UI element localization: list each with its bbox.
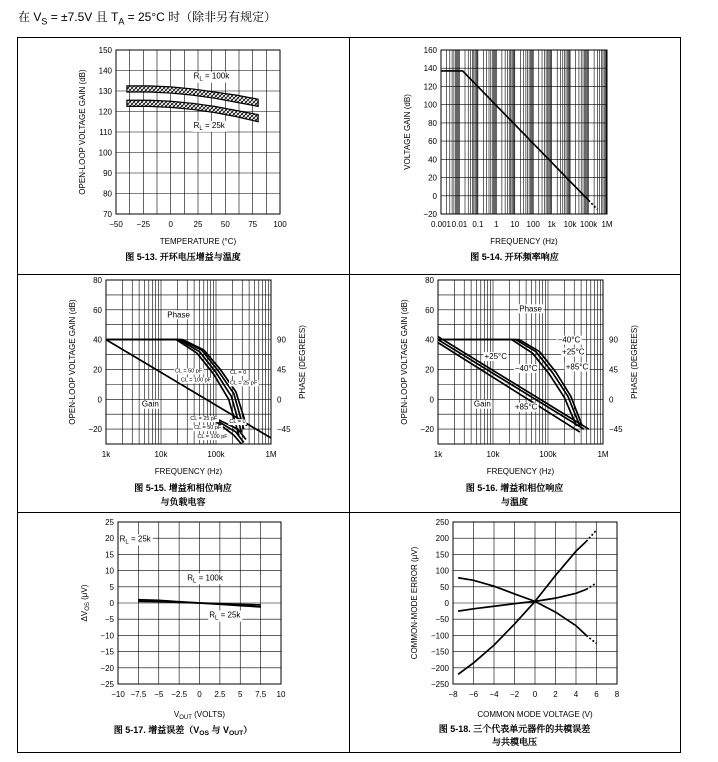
- header-sub-vs: S: [41, 16, 48, 27]
- panel-fig-5-17: [18, 512, 348, 752]
- y-tick-label: 0: [432, 191, 437, 201]
- figure-caption: 图 5-18. 三个代表单元器件的共模误差: [438, 724, 591, 734]
- chart-fig513: [18, 38, 348, 273]
- x-axis-label: FREQUENCY (Hz): [490, 237, 558, 246]
- y-tick-label: 250: [435, 518, 449, 527]
- annotation-label: $R_L = 100k$: [193, 71, 230, 83]
- y-tick-label: −5: [104, 615, 114, 625]
- y-tick-label: 110: [99, 128, 112, 137]
- x-axis-label: $V_{OUT}$ (VOLTS): [173, 710, 226, 721]
- y-axis-label: OPEN-LOOP VOLTAGE GAIN (dB): [78, 69, 87, 195]
- figure-caption: 图 5-13. 开环电压增益与温度: [125, 252, 241, 262]
- x-tick-label: 100k: [579, 220, 598, 229]
- y-tick-label: 80: [103, 189, 112, 199]
- y-tick-label: −100: [430, 631, 449, 641]
- y-axis-label-right: PHASE (DEGREES): [630, 325, 639, 399]
- y-tick-label: 60: [428, 137, 437, 147]
- x-axis-label: TEMPERATURE (°C): [159, 237, 237, 246]
- y-tick-label: 100: [423, 100, 437, 110]
- y-tick-label: −50: [435, 615, 449, 625]
- annotation-label: CL = 100 pF: [180, 377, 212, 384]
- x-tick-label: 0.1: [472, 220, 484, 229]
- annotation-label: CL = 100 pF: [197, 434, 228, 441]
- x-axis-label: COMMON MODE VOLTAGE (V): [477, 710, 593, 719]
- series-band-1: [127, 100, 258, 122]
- figure-caption-line2: 与温度: [500, 497, 529, 507]
- y-right-tick-label: 45: [277, 365, 286, 375]
- annotation-label: +25°C: [562, 347, 585, 357]
- y-right-tick-label: 0: [277, 395, 282, 405]
- y-tick-label: 20: [93, 365, 102, 375]
- x-tick-label: 100: [526, 220, 540, 229]
- x-axis-label: FREQUENCY (Hz): [154, 467, 223, 476]
- series-line-1: [458, 589, 586, 611]
- figure-caption: 图 5-15. 增益和相位响应: [134, 483, 232, 493]
- x-tick-label: 2.5: [214, 690, 226, 699]
- annotation-label: Gain: [473, 399, 491, 409]
- y-tick-label: −150: [430, 647, 449, 657]
- annotation-label: $R_L = 25k$: [209, 610, 241, 622]
- header-text-3: = 25°C 时（除非另有规定）: [124, 10, 277, 24]
- x-tick-label: 1k: [101, 450, 111, 459]
- x-tick-label: 1M: [597, 450, 609, 459]
- x-tick-label: −5: [154, 690, 164, 699]
- x-tick-label: 7.5: [255, 690, 267, 699]
- y-tick-label: 0: [97, 395, 102, 405]
- annotation-label: +25°C: [484, 352, 508, 362]
- y-tick-label: 100: [98, 148, 112, 158]
- y-right-tick-label: −45: [277, 425, 291, 435]
- y-right-tick-label: 0: [609, 395, 614, 405]
- y-tick-label: 90: [103, 169, 112, 178]
- x-tick-label: −50: [109, 220, 123, 229]
- y-right-tick-label: −45: [609, 425, 623, 435]
- figure-caption: 图 5-14. 开环频率响应: [470, 252, 559, 262]
- annotation-label: $R_L = 100k$: [187, 573, 223, 585]
- header-text-2: = ±7.5V 且 T: [47, 10, 119, 24]
- y-right-tick-label: 45: [609, 365, 618, 375]
- chart-fig515: [18, 274, 348, 511]
- chart-fig517: [18, 512, 348, 752]
- y-tick-label: 20: [428, 173, 437, 183]
- annotation-label: Phase: [167, 310, 190, 320]
- figure-caption-line2: 与共模电压: [491, 737, 538, 747]
- x-tick-label: −10: [111, 690, 125, 699]
- x-tick-label: 6: [594, 690, 599, 699]
- y-tick-label: 70: [103, 210, 112, 219]
- chart-fig518: [349, 512, 680, 752]
- x-tick-label: 1: [494, 220, 499, 229]
- annotation-label: +85°C: [514, 402, 538, 412]
- y-right-tick-label: 90: [277, 335, 286, 345]
- x-tick-label: 5: [238, 690, 243, 699]
- y-tick-label: 40: [428, 155, 437, 165]
- x-tick-label: 2: [553, 690, 558, 699]
- annotation-label: CL = 50 pF: [175, 368, 203, 375]
- y-tick-label: 120: [98, 107, 112, 117]
- annotation-label: Phase: [519, 304, 542, 314]
- y-tick-label: −25: [100, 680, 114, 689]
- chart-fig516: [349, 274, 680, 511]
- annotation-label: CL = 50 pF: [194, 425, 222, 432]
- y-tick-label: 80: [93, 276, 102, 285]
- y-tick-label: 0: [109, 599, 114, 608]
- x-tick-label: 100k: [539, 450, 557, 459]
- x-tick-label: 10: [276, 690, 286, 699]
- y-axis-label-right: PHASE (DEGREES): [298, 325, 307, 399]
- y-tick-label: 5: [109, 582, 114, 592]
- annotation-label: $R_L = 25k$: [193, 120, 225, 132]
- page-header: [18, 8, 276, 26]
- x-tick-label: 10k: [486, 450, 500, 459]
- y-tick-label: 60: [425, 305, 434, 315]
- x-tick-label: 10k: [563, 220, 577, 229]
- y-tick-label: −20: [88, 425, 102, 435]
- y-tick-label: 140: [423, 64, 437, 74]
- annotation-label: +85°C: [565, 362, 589, 372]
- y-tick-label: 200: [435, 534, 449, 544]
- annotation-label: CL = 25 pF: [190, 416, 218, 423]
- x-tick-label: 25: [193, 220, 203, 229]
- annotation-label: CL = 25 pF: [230, 380, 258, 387]
- y-tick-label: 80: [425, 276, 434, 285]
- y-tick-label: 150: [435, 550, 449, 560]
- x-tick-label: 10: [510, 220, 520, 229]
- y-tick-label: −20: [100, 663, 114, 673]
- x-tick-label: 4: [573, 690, 579, 699]
- y-tick-label: 40: [93, 335, 102, 345]
- y-tick-label: 20: [105, 534, 114, 544]
- x-tick-label: 8: [614, 690, 620, 699]
- annotation-label: Gain: [141, 399, 159, 409]
- x-tick-label: −8: [448, 690, 458, 699]
- x-tick-label: −25: [136, 220, 151, 229]
- x-tick-label: 75: [248, 220, 258, 229]
- panel-fig-5-16: [349, 274, 680, 511]
- y-tick-label: −10: [100, 631, 114, 641]
- header-sub-ta: A: [118, 16, 125, 27]
- y-axis-label: OPEN-LOOP VOLTAGE GAIN (dB): [68, 299, 77, 425]
- figure-caption: 图 5-16. 增益和相位响应: [465, 483, 564, 493]
- y-tick-label: 25: [105, 518, 114, 527]
- x-tick-label: 0: [532, 690, 538, 699]
- y-tick-label: 160: [423, 46, 437, 55]
- x-tick-label: 1M: [265, 450, 277, 459]
- panel-fig-5-14: [349, 38, 680, 273]
- x-tick-label: 0: [168, 220, 173, 229]
- y-tick-label: 10: [105, 566, 114, 576]
- series-line-dashed-2: [586, 635, 596, 643]
- y-tick-label: 40: [425, 335, 434, 345]
- y-axis-label: $\Delta V_{OS}$ (μV): [80, 584, 91, 622]
- series-line-dashed-0: [586, 530, 596, 541]
- header-text-1: 在 V: [18, 10, 42, 24]
- figure-caption-line2: 与负载电容: [160, 497, 206, 507]
- x-tick-label: 0.001: [430, 220, 452, 229]
- y-tick-label: 15: [105, 550, 114, 560]
- y-tick-label: −20: [423, 210, 437, 219]
- y-tick-label: 140: [98, 66, 112, 76]
- y-tick-label: 100: [435, 566, 449, 576]
- x-tick-label: −4: [489, 690, 499, 699]
- y-tick-label: −200: [430, 663, 449, 673]
- y-tick-label: 80: [428, 118, 437, 128]
- y-tick-label: 120: [423, 82, 437, 92]
- annotation-label: CL = 0: [229, 419, 246, 426]
- panel-fig-5-13: [18, 38, 348, 273]
- series-line-dashed-0: [589, 200, 598, 209]
- y-axis-label: VOLTAGE GAIN (dB): [403, 94, 412, 170]
- x-tick-label: 1k: [433, 450, 443, 459]
- annotation-label: $R_L = 25k$: [119, 534, 151, 546]
- x-tick-label: 1M: [601, 220, 613, 229]
- x-tick-label: 50: [220, 220, 230, 229]
- y-tick-label: 150: [98, 46, 112, 55]
- x-tick-label: 1k: [547, 220, 556, 229]
- y-tick-label: 130: [98, 87, 112, 96]
- y-tick-label: −20: [420, 425, 434, 435]
- y-tick-label: 0: [444, 599, 449, 608]
- panel-fig-5-15: [18, 274, 348, 511]
- x-axis-label: FREQUENCY (Hz): [486, 467, 555, 476]
- x-tick-label: 0: [197, 690, 202, 699]
- y-tick-label: −15: [100, 647, 114, 657]
- annotation-label: CL = 0: [230, 369, 247, 376]
- y-tick-label: −250: [430, 680, 449, 689]
- x-tick-label: −7.5: [130, 690, 147, 699]
- annotation-label: −40°C: [514, 363, 538, 373]
- series-line-dashed-1: [586, 583, 596, 589]
- series-line-2: [458, 578, 586, 636]
- panel-fig-5-18: [349, 512, 680, 752]
- chart-fig514: [349, 38, 680, 273]
- y-tick-label: 20: [425, 365, 434, 375]
- x-tick-label: −2.5: [171, 690, 188, 699]
- y-axis-label: OPEN-LOOP VOLTAGE GAIN (dB): [400, 299, 409, 425]
- x-tick-label: −2: [509, 690, 520, 699]
- x-tick-label: 10k: [154, 450, 168, 459]
- y-tick-label: 50: [440, 582, 449, 592]
- y-axis-label: COMMON-MODE ERROR (μV): [410, 546, 419, 660]
- x-tick-label: 100: [273, 220, 287, 229]
- x-tick-label: 100k: [207, 450, 225, 459]
- annotation-label: −40°C: [557, 335, 581, 345]
- y-tick-label: 60: [93, 305, 102, 315]
- figure-caption: 图 5-17. 增益误差（$V_{OS}$ 与 $V_{OUT}$）: [113, 725, 253, 737]
- x-tick-label: −6: [468, 690, 479, 699]
- y-right-tick-label: 90: [609, 335, 618, 345]
- y-tick-label: 0: [429, 395, 434, 405]
- x-tick-label: 0.01: [451, 220, 468, 229]
